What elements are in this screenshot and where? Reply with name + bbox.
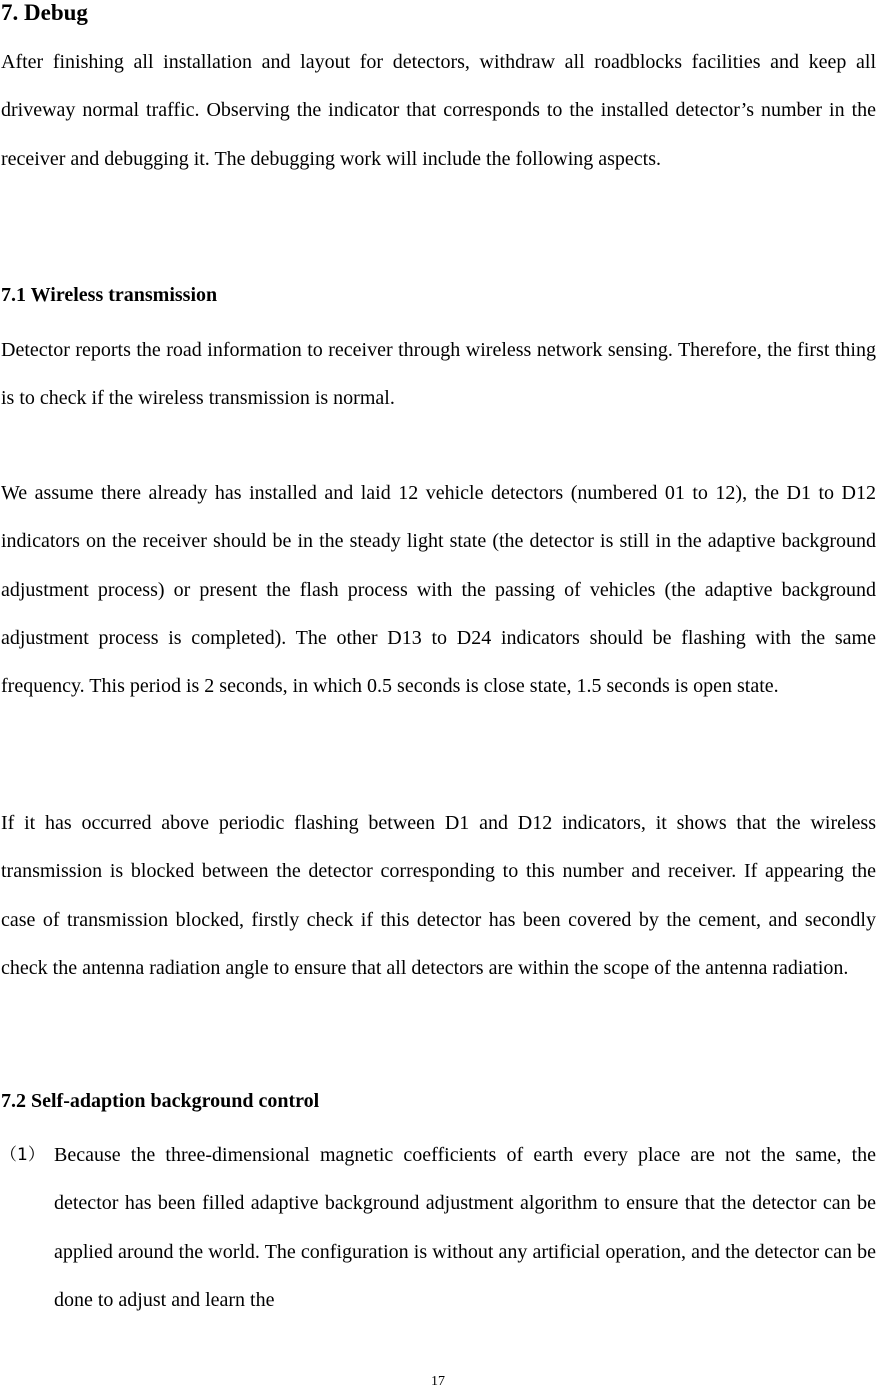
subsection-heading-wireless: 7.1 Wireless transmission bbox=[1, 284, 218, 306]
list-item bbox=[0, 1131, 876, 1324]
section-heading: 7. Debug bbox=[1, 0, 88, 25]
intro-paragraph: After finishing all installation and layout for detectors, withdraw all roadblocks facilities and keep all driveway normal traffic. Observing the indicator that corresponds to the installed detector’s number in the receiver and debugging it. The debugging work will include the following aspects. bbox=[1, 51, 876, 170]
subsection-heading-self-adaption: 7.2 Self-adaption background control bbox=[1, 1090, 320, 1112]
list-marker: （1） bbox=[0, 1145, 45, 1165]
wireless-paragraph-2: We assume there already has installed and laid 12 vehicle detectors (numbered 01 to 12), the D1 to D12 indicators on the receiver should be in the steady light state (the detector is still in the adaptive background adjustment process) or present the flash process with the passing of vehicles (the adaptive background adjustment process is completed). The other D13 to D24 indicators should be flashing with the same frequency. This period is 2 seconds, in which 0.5 seconds is close state, 1.5 seconds is open state. bbox=[1, 482, 876, 698]
wireless-paragraph-1: Detector reports the road information to receiver through wireless network sensing. Therefore, the first thing is to check if the wireless transmission is normal. bbox=[1, 339, 876, 410]
wireless-paragraph-3: If it has occurred above periodic flashing between D1 and D12 indicators, it shows that the wireless transmission is blocked between the detector corresponding to this number and receiver. If appearing the case of transmission blocked, firstly check if this detector has been covered by the cement, and secondly check the antenna radiation angle to ensure that all detectors are within the scope of the antenna radiation. bbox=[1, 812, 876, 979]
page-number: 17 bbox=[431, 1374, 445, 1389]
list-item-text: Because the three-dimensional magnetic coefficients of earth every place are not the same, the detector has been filled adaptive background adjustment algorithm to ensure that the detector can be applied around the world. The configuration is without any artificial operation, and the detector can be done to adjust and learn the bbox=[54, 1144, 876, 1311]
